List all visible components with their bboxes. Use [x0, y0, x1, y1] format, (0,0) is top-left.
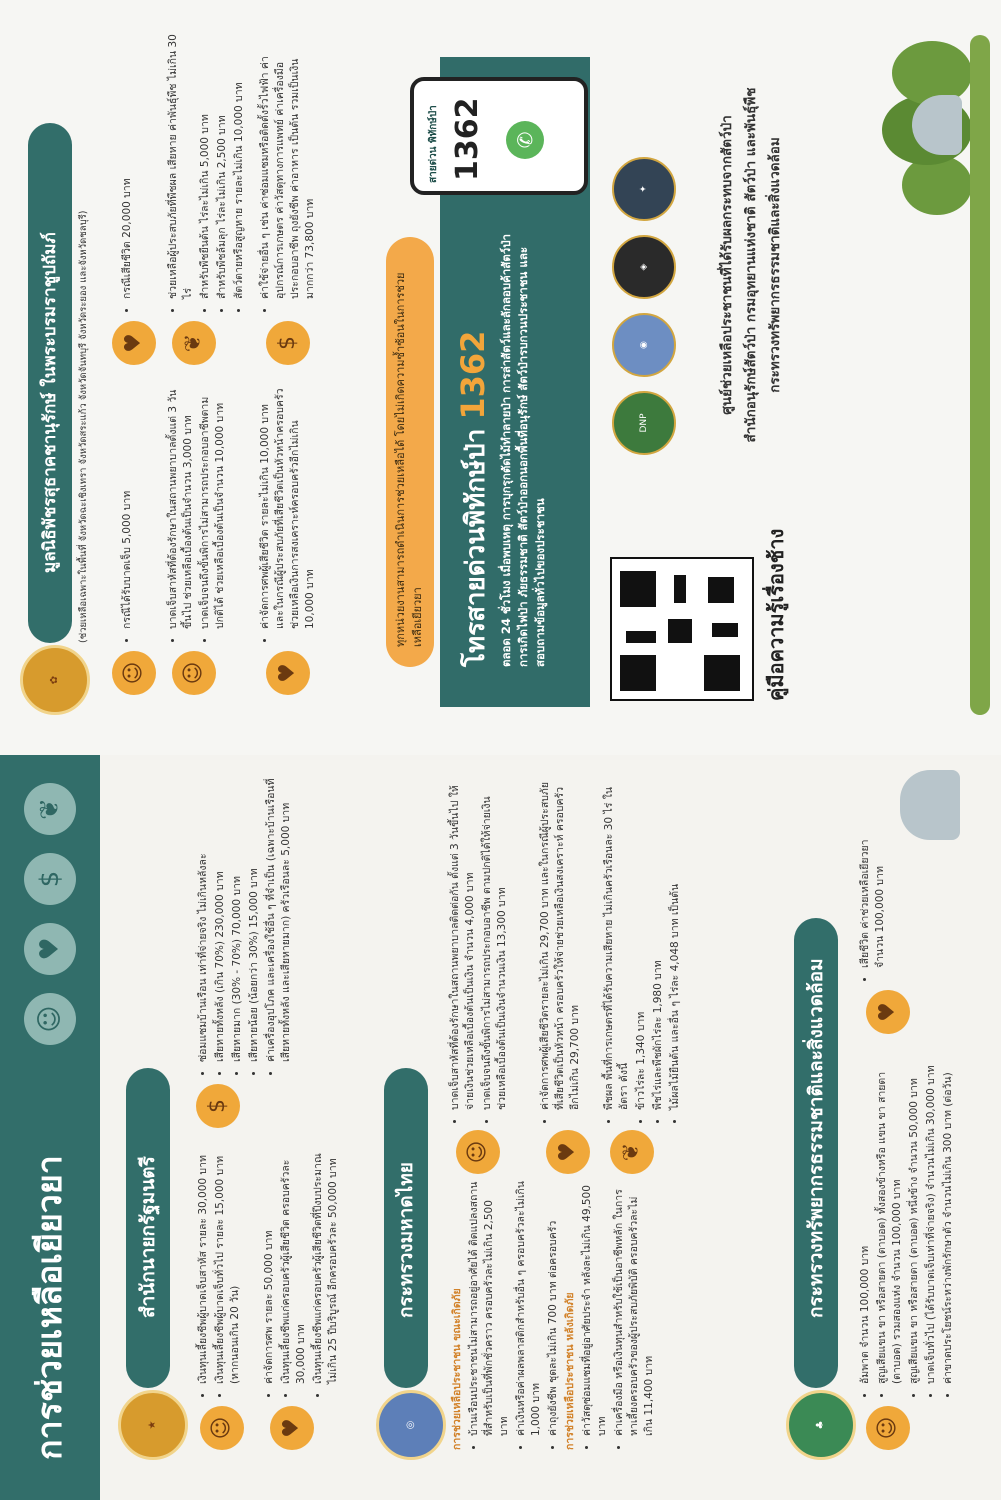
list-item: • ไม้ผลไม้ยืนต้น และอื่น ๆ ไร่ละ 4,048 บาท เป็นต้น — [668, 779, 683, 1110]
list-item: • ค่าถุงยังชีพ ชุดละไม่เกิน 700 บาท ต่อครอบครัว — [546, 1180, 561, 1436]
person-injury-icon: ☺ — [172, 651, 216, 695]
interior-sub-after: การช่วยเหลือประชาชน หลังเกิดภัย — [564, 1292, 576, 1450]
cabinet-section-title: สำนักนายกรัฐมนตรี — [126, 1068, 170, 1388]
qr-label: คู่มือความรู้เรื่องช้าง — [764, 528, 788, 701]
heart-pulse-icon: ♥ — [266, 651, 310, 695]
list-item: • ค่าวัสดุซ่อมแซมที่อยู่อาศัยประจำ หลังละไม่เกิน 49,500 บาท — [580, 1180, 610, 1436]
foundation-group-2 — [166, 383, 230, 643]
list-item: • สูญเสียแขน ขา หรือสายตา (ตาบอด) หนึ่งข้าง จำนวน 50,000 บาท — [907, 1058, 922, 1384]
hotline-title-text: โทรสายด่วนพิทักษ์ป่า — [461, 428, 491, 667]
nature-seal-icon: ♣ — [786, 1390, 856, 1460]
list-item: • พืชผล พื้นที่การเกษตรที่ได้รับความเสียหาย ไม่เกินครัวเรือนละ 30 ไร่ ในอัตรา ดังนี้ — [602, 779, 632, 1110]
cabinet-seal-icon: ★ — [118, 1390, 188, 1460]
foundation-seal-icon: ✿ — [20, 645, 90, 715]
list-item: • ซ่อมแซมบ้านเรือน เท่าที่จ่ายจริง ไม่เกินหลังละ — [196, 776, 211, 1062]
tiger-logo-icon: ◈ — [612, 235, 676, 299]
banner-icons — [24, 783, 76, 1045]
interior-group-3 — [448, 779, 512, 1124]
person-injury-icon: ☺ — [200, 1406, 244, 1450]
list-item: • สัตว์ตายหรือสูญหาย รายละไม่เกิน 10,000 บาท — [232, 33, 247, 299]
list-item: • ค่าจัดการศพผู้เสียชีวิต รายละไม่เกิน 10,000 บาท และในกรณีผู้ประสบภัยที่เสียชีวิตเป็นหัวหน้าครอบครัว ช่วยเหลือเงินการสงเคราะห์ครอบครัวอีกไม่เกิน 10,000 บาท — [258, 383, 318, 629]
interior-group-5 — [602, 779, 685, 1124]
list-item: • ช่วยเหลือผู้ประสบภัยที่พืชผล เสียหาย ค่าพันธุ์พืช ไม่เกิน 30 ไร่ — [166, 33, 196, 299]
interior-section-title: กระทรวงมหาดไทย — [384, 1068, 428, 1388]
phone-number: 1362 — [450, 97, 485, 181]
foundation-group-4 — [120, 43, 137, 313]
list-item: • กรณีได้รับบาดเจ็บ 5,000 บาท — [120, 393, 135, 629]
person-injury-icon: ☺ — [456, 1130, 500, 1174]
hotline-title — [454, 331, 496, 667]
list-item: • เงินทุนเลี้ยงชีพแก่ครอบครัวผู้เสียชีวิต ครอบครัวละ 30,000 บาท — [279, 1148, 309, 1384]
list-item: • สำหรับพืชล้มลุก ไร่ละไม่เกิน 2,500 บาท — [215, 33, 230, 299]
phone-label: สายด่วน พิทักษ์ป่า — [428, 105, 439, 183]
corn-icon: ❦ — [172, 321, 216, 365]
qr-code-icon[interactable] — [610, 557, 754, 701]
nature-section-title: กระทรวงทรัพยากรธรรมชาติและสิ่งแวดล้อม — [794, 918, 838, 1388]
list-item: • พืชไร่และพืชผักไร่ละ 1,980 บาท — [651, 779, 666, 1110]
list-item: • ค่าเครื่องอุปโภค และเครื่องใช้อื่น ๆ ที่จำเป็น (เฉพาะบ้านเรือนที่เสียหายทั้งหลัง และเสียหายมาก) ครัวเรือนละ 5,000 บาท — [264, 776, 294, 1062]
interior-seal-icon: ◎ — [376, 1390, 446, 1460]
center-line-2: สำนักอนุรักษ์สัตว์ป่า กรมอุทยานแห่งชาติ สัตว์ป่า และพันธุ์พืช — [743, 87, 759, 443]
foundation-title: มูลนิธิพัชรสุธาคชานุรักษ์ ในพระบรมราชูปถัมภ์ — [28, 123, 72, 643]
list-item: • ค่าจัดการศพ รายละ 50,000 บาท — [262, 1148, 277, 1384]
list-item: • เสียหายทั้งหลัง (เกิน 70%) 230,000 บาท — [213, 776, 228, 1062]
cabinet-group-3 — [196, 776, 296, 1076]
list-item: • เสียหายมาก (30% - 70%) 70,000 บาท — [230, 776, 245, 1062]
heart-pulse-icon: ♥ — [270, 1406, 314, 1450]
list-item: • บาดเจ็บทั่วไป (ได้รับบาดเจ็บเท่าที่จ่ายจริง) จำนวนไม่เกิน 30,000 บาท — [924, 1058, 939, 1384]
list-item: • อัมพาต จำนวน 100,000 บาท — [858, 1058, 873, 1384]
foundation-group-6 — [258, 33, 320, 313]
hotline-box — [428, 57, 590, 707]
heart-pulse-icon: ♥ — [112, 321, 156, 365]
nature-group-1 — [858, 1058, 958, 1398]
foundation-note: (ช่วยเหลือเฉพาะในพื้นที่ จังหวัดฉะเชิงเทรา จังหวัดสระแก้ว จังหวัดจันทบุรี จังหวัดระยอง และจังหวัดชลบุรี) — [78, 210, 89, 643]
list-item: • สูญเสียแขน ขา หรือสายตา (ตาบอด) ทั้งสองข้างหรือ แขน ขา สายตา (ตาบอด) รวมสองแห่ง จำนวน 100,000 บาท — [875, 1058, 905, 1384]
ministry-logo-icon: ✦ — [612, 157, 676, 221]
phone-illustration — [410, 77, 588, 195]
coins-icon: $ — [24, 853, 76, 905]
list-item: • บาดเจ็บจนถึงขั้นพิการไม่สามารถประกอบอาชีพตาม ปกติได้ ช่วยเหลือเบื้องต้นเป็นจำนวน 10,000 บาท — [198, 383, 228, 629]
forest-illustration — [842, 15, 972, 215]
person-injury-icon: ☺ — [24, 993, 76, 1045]
nature-group-2 — [858, 832, 890, 982]
list-item: • เงินทุนเลี้ยงชีพแก่ครอบครัวผู้เสียชีวิตที่ปีงบประมาณไม่เกิน 25 ปีบริบูรณ์ อีกครอบครัวละ 50,000 บาท — [311, 1148, 341, 1384]
ground-strip — [970, 35, 990, 715]
list-item: • บาดเจ็บสาหัสที่ต้องรักษาในสถานพยาบาลติดต่อกัน ตั้งแต่ 3 วันขึ้นไป ให้จ่ายเงินช่วยเหลือเบื้องต้นเป็นเงิน จำนวน 4,000 บาท — [448, 779, 478, 1110]
foundation-group-1 — [120, 393, 137, 643]
list-item: • เงินทุนเลี้ยงชีพผู้บาดเจ็บทั่วไป รายละ 15,000 บาท (หากนอนเกิน 20 วัน) — [213, 1148, 243, 1384]
list-item: • บาดเจ็บจนถึงขั้นพิการไม่สามารถประกอบอาชีพ ตามปกติได้ให้จ่ายเงินช่วยเหลือเบื้องต้นเป็นเงินจำนวนเงิน 13,300 บาท — [480, 779, 510, 1110]
list-item: • สำหรับพืชยืนต้น ไร่ละไม่เกิน 5,000 บาท — [198, 33, 213, 299]
list-item: • กรณีเสียชีวิต 20,000 บาท — [120, 43, 135, 299]
person-injury-icon: ☺ — [112, 651, 156, 695]
person-injury-icon: ☺ — [866, 1406, 910, 1450]
hotline-note-pill: ทุกหน่วยงานสามารถดำเนินการช่วยเหลือได้ โดยไม่เกิดความซ้ำซ้อนในการช่วยเหลือเยียวยา — [386, 237, 434, 667]
heart-pulse-icon: ♥ — [866, 990, 910, 1034]
left-panel — [0, 755, 1001, 1500]
corn-icon: ❦ — [610, 1130, 654, 1174]
cabinet-group-2 — [262, 1148, 343, 1398]
foundation-section — [20, 25, 440, 715]
heart-pulse-icon: ♥ — [24, 923, 76, 975]
list-item: • เสียหายน้อย (น้อยกว่า 30%) 15,000 บาท — [247, 776, 262, 1062]
interior-group-4 — [538, 779, 585, 1124]
list-item: • บาดเจ็บสาหัสที่ต้องรักษาในสถานพยาบาลตั้งแต่ 3 วันขึ้นไป ช่วยเหลือเบื้องต้นเป็นจำนวน 3,000 บาท — [166, 383, 196, 629]
list-item: • บ้านเรือนประชาชนไม่สามารถอยู่อาศัยได้ ติดแปลงสถานที่สำหรับเป็นที่พักชั่วคราว ครอบครัวละไม่เกิน 2,500 บาท — [467, 1180, 512, 1436]
list-item: • ค่าเงินหรือค่าผลพลาสติกสำหรับอื่น ๆ ครอบครัวละไม่เกิน 1,000 บาท — [514, 1180, 544, 1436]
list-item: • ค่าขาดประโยชน์ระหว่างพักรักษาตัว จำนวนไม่เกิน 300 บาท (ต่อวัน) — [941, 1058, 956, 1384]
hotline-number: 1362 — [454, 330, 492, 420]
list-item: • เสียชีวิต ค่าช่วยเหลือเยียวยา จำนวน 100,000 บาท — [858, 832, 888, 968]
corn-icon: ❦ — [24, 783, 76, 835]
coins-icon: $ — [196, 1084, 240, 1128]
list-item: • ค่าใช้จ่ายอื่น ๆ เช่น ค่าซ่อมแซมหรือติดตั้งรั้วไฟฟ้า ค่าอุปกรณ์การเกษตร ค่าวัสดุทางการแพทย์ ค่าเครื่องมือประกอบอาชีพ ถุงยังชีพ ค่าอาหาร เป็นต้น รวมเป็นเงินมากกว่า 73,800 บาท — [258, 33, 318, 299]
interior-before-block — [448, 1180, 659, 1450]
center-line-3: กระทรวงทรัพยากรธรรมชาติและสิ่งแวดล้อม — [767, 137, 783, 393]
phone-call-icon: ✆ — [506, 121, 544, 159]
list-item: • ค่าเครื่องมือ หรือเงินทุนสำหรับใช้เป็นอาชีพหลัก ในการหาเลี้ยงครอบครัวของผู้ประสบภัยพิบัติ ครอบครัวละไม่เกิน 11,400 บาท — [612, 1180, 657, 1436]
cabinet-group-1 — [196, 1148, 245, 1398]
list-item: • ค่าจัดการศพผู้เสียชีวิตรายละไม่เกิน 29,700 บาท และในกรณีผู้ประสบภัยที่เสียชีวิตเป็นหัวหน้า ครอบครัวให้จ่ายช่วยเหลือเงินสงเคราะห์ ครอบครัวอีกไม่เกิน 29,700 บาท — [538, 779, 583, 1110]
foundation-group-5 — [166, 33, 249, 313]
center-line-1: ศูนย์ช่วยเหลือประชาชนที่ได้รับผลกระทบจากสัตว์ป่า — [719, 115, 735, 415]
heart-pulse-icon: ♥ — [546, 1130, 590, 1174]
list-item: • ข้าวไร่ละ 1,340 บาท — [634, 779, 649, 1110]
main-title: การช่วยเหลือเยียวยา — [30, 1155, 70, 1460]
interior-sub-before: การช่วยเหลือประชาชน ขณะเกิดภัย — [451, 1288, 463, 1450]
wildlife-logo-icon: ◉ — [612, 313, 676, 377]
hotline-body: ตลอด 24 ชั่วโมง เมื่อพบเหตุ การบุกรุกตัดไม้ทำลายป่า การล่าสัตว์และลักลอบค้าสัตว์ป่า การเกิดไฟป่า ภัยธรรมชาติ สัตว์ป่าออกนอกพื้นที่อนุรักษ์ สัตว์ป่ารบกวนประชาชน และสอบถามข้อมูลทั่วไปของประชาชน — [499, 234, 547, 667]
coins-icon: $ — [266, 321, 310, 365]
dnp-logo-icon: DNP — [612, 391, 676, 455]
center-info — [715, 45, 787, 485]
agency-logos — [612, 157, 676, 455]
elephant-icon — [900, 770, 960, 840]
main-banner — [0, 755, 100, 1500]
list-item: • เงินทุนเลี้ยงชีพผู้บาดเจ็บสาหัส รายละ 30,000 บาท — [196, 1148, 211, 1384]
foundation-group-3 — [258, 383, 320, 643]
